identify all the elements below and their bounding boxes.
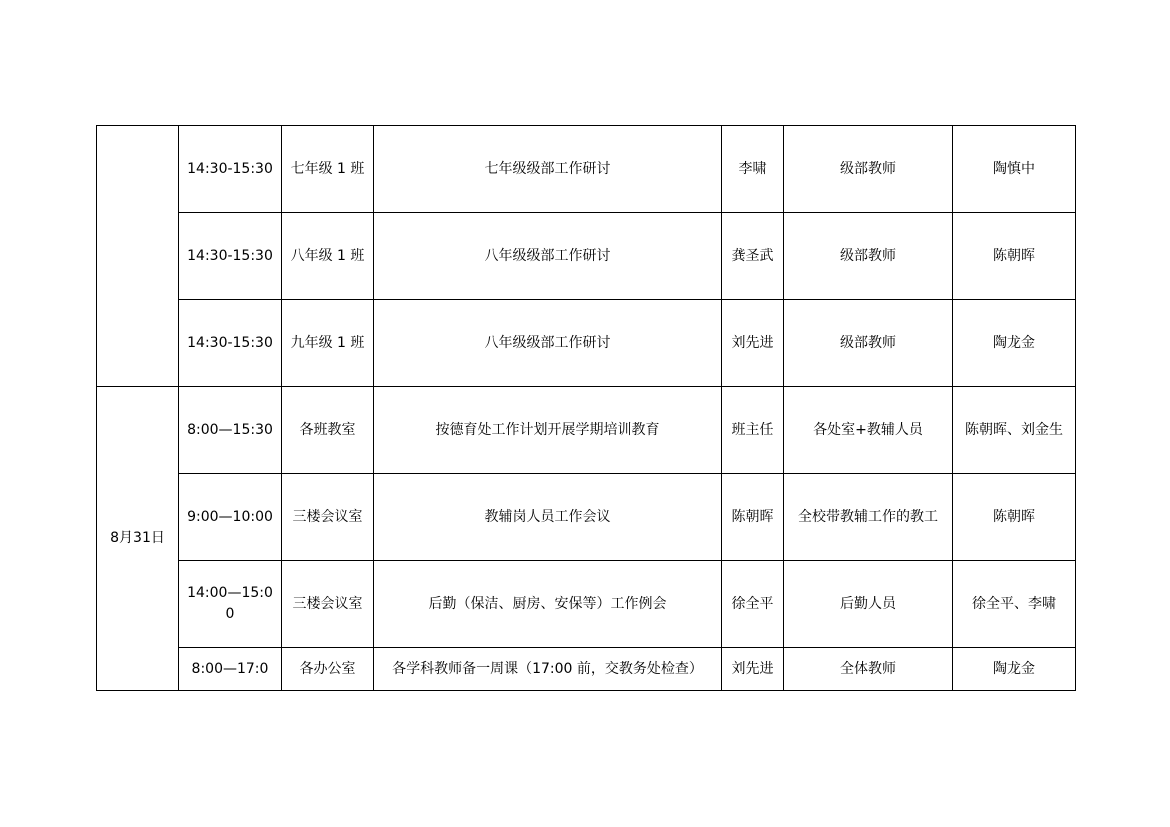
participants-cell: 级部教师 xyxy=(784,300,953,387)
participants-cell: 全体教师 xyxy=(784,648,953,691)
time-cell: 8:00—17:0 xyxy=(179,648,282,691)
host-cell: 刘先进 xyxy=(722,300,784,387)
topic-cell: 按德育处工作计划开展学期培训教育 xyxy=(374,387,722,474)
participants-cell: 各处室+教辅人员 xyxy=(784,387,953,474)
responsible-cell: 陈朝晖 xyxy=(953,213,1076,300)
topic-cell: 七年级级部工作研讨 xyxy=(374,126,722,213)
topic-cell: 教辅岗人员工作会议 xyxy=(374,474,722,561)
table-row xyxy=(97,126,1076,213)
table-row xyxy=(97,474,1076,561)
time-cell: 8:00—15:30 xyxy=(179,387,282,474)
table-row xyxy=(97,387,1076,474)
date-cell xyxy=(97,126,179,387)
topic-cell: 后勤（保洁、厨房、安保等）工作例会 xyxy=(374,561,722,648)
host-cell: 陈朝晖 xyxy=(722,474,784,561)
responsible-cell: 徐全平、李啸 xyxy=(953,561,1076,648)
table-row xyxy=(97,213,1076,300)
time-cell: 9:00—10:00 xyxy=(179,474,282,561)
place-cell: 三楼会议室 xyxy=(282,474,374,561)
place-cell: 三楼会议室 xyxy=(282,561,374,648)
host-cell: 刘先进 xyxy=(722,648,784,691)
time-cell: 14:30-15:30 xyxy=(179,126,282,213)
place-cell: 各班教室 xyxy=(282,387,374,474)
responsible-cell: 陶龙金 xyxy=(953,648,1076,691)
schedule-table xyxy=(96,125,1076,691)
host-cell: 龚圣武 xyxy=(722,213,784,300)
date-cell: 8月31日 xyxy=(97,387,179,691)
topic-cell: 各学科教师备一周课（17:00 前，交教务处检查） xyxy=(374,648,722,691)
place-cell: 九年级 1 班 xyxy=(282,300,374,387)
table-row xyxy=(97,561,1076,648)
table-row xyxy=(97,648,1076,691)
host-cell: 班主任 xyxy=(722,387,784,474)
time-cell: 14:00—15:00 xyxy=(179,561,282,648)
time-cell: 14:30-15:30 xyxy=(179,213,282,300)
place-cell: 七年级 1 班 xyxy=(282,126,374,213)
host-cell: 徐全平 xyxy=(722,561,784,648)
time-cell: 14:30-15:30 xyxy=(179,300,282,387)
table-row xyxy=(97,300,1076,387)
participants-cell: 全校带教辅工作的教工 xyxy=(784,474,953,561)
responsible-cell: 陶慎中 xyxy=(953,126,1076,213)
responsible-cell: 陶龙金 xyxy=(953,300,1076,387)
place-cell: 各办公室 xyxy=(282,648,374,691)
participants-cell: 后勤人员 xyxy=(784,561,953,648)
responsible-cell: 陈朝晖、刘金生 xyxy=(953,387,1076,474)
topic-cell: 八年级级部工作研讨 xyxy=(374,213,722,300)
responsible-cell: 陈朝晖 xyxy=(953,474,1076,561)
topic-cell: 八年级级部工作研讨 xyxy=(374,300,722,387)
participants-cell: 级部教师 xyxy=(784,213,953,300)
participants-cell: 级部教师 xyxy=(784,126,953,213)
place-cell: 八年级 1 班 xyxy=(282,213,374,300)
host-cell: 李啸 xyxy=(722,126,784,213)
